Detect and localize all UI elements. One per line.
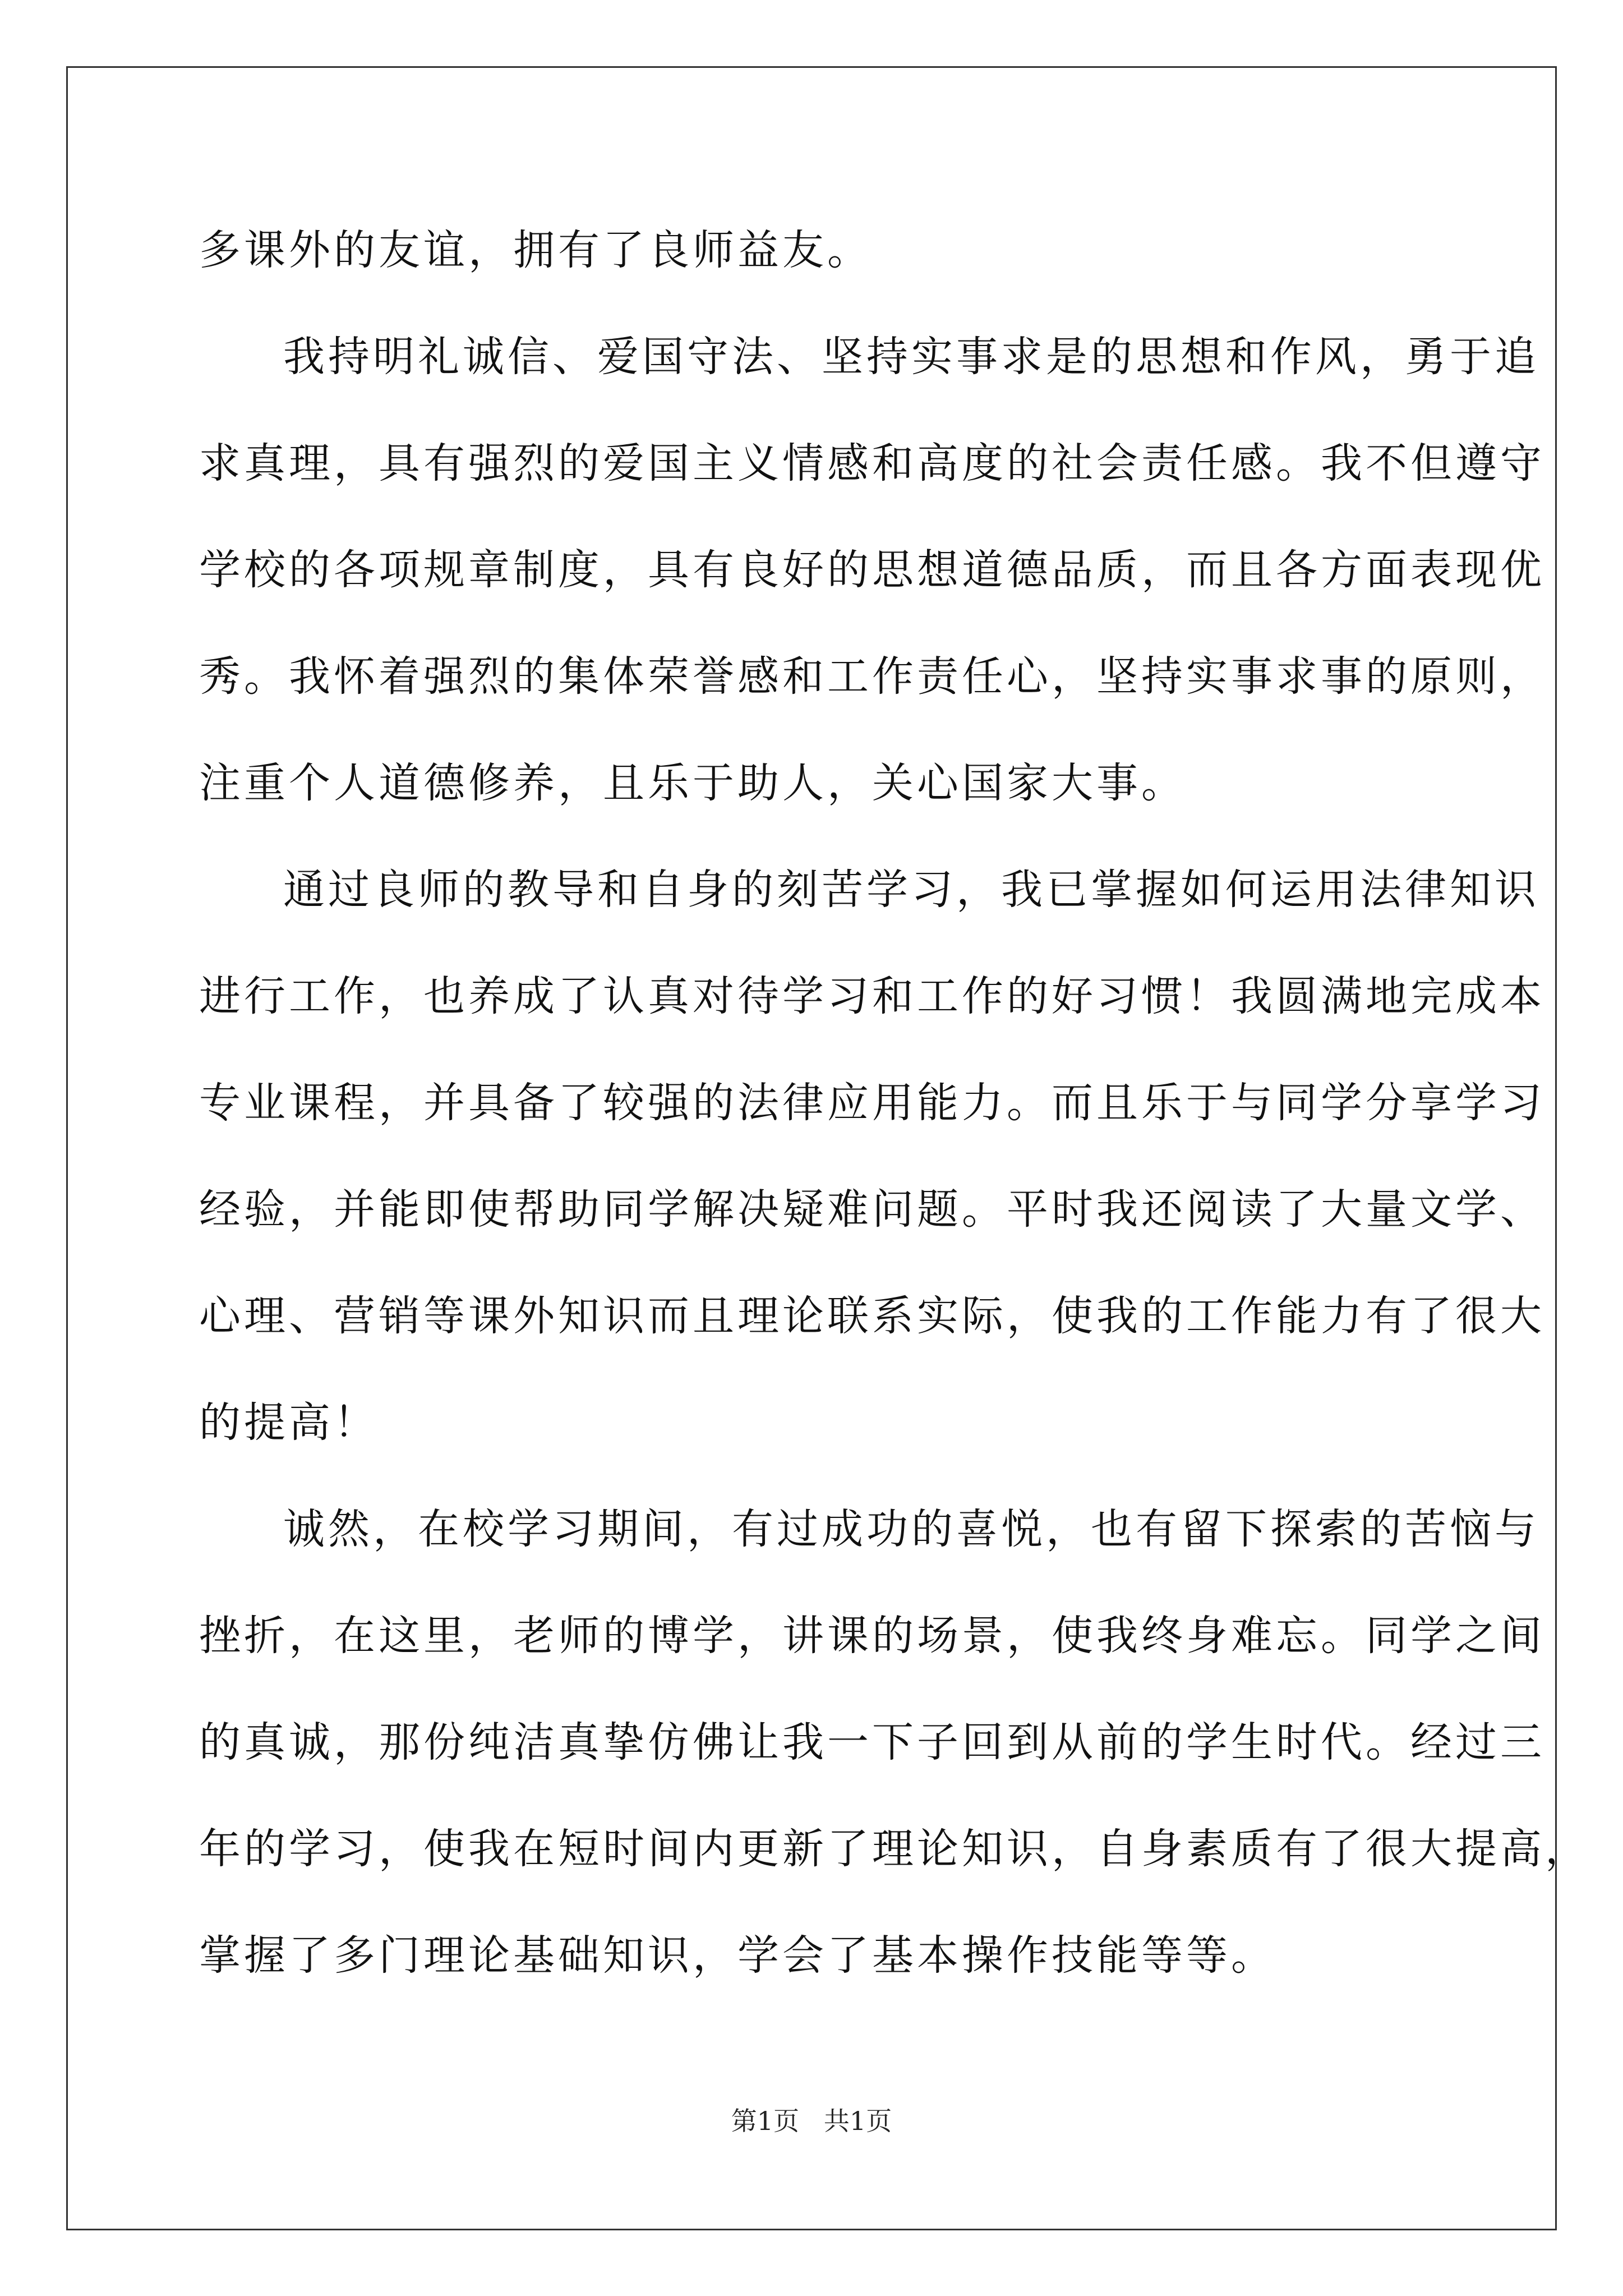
text-line: 进行工作，也养成了认真对待学习和工作的好习惯！我圆满地完成本 xyxy=(199,972,1545,1020)
text-line: 的提高！ xyxy=(199,1398,379,1447)
text-line: 秀。我怀着强烈的集体荣誉感和工作责任心，坚持实事求事的原则， xyxy=(199,652,1545,701)
text-line: 专业课程，并具备了较强的法律应用能力。而且乐于与同学分享学习 xyxy=(199,1079,1545,1127)
text-line: 经验，并能即使帮助同学解决疑难问题。平时我还阅读了大量文学、 xyxy=(199,1185,1545,1234)
text-line: 多课外的友谊，拥有了良师益友。 xyxy=(199,226,872,274)
text-line: 年的学习，使我在短时间内更新了理论知识，自身素质有了很大提高， xyxy=(199,1825,1590,1873)
text-line: 的真诚，那份纯洁真挚仿佛让我一下子回到从前的学生时代。经过三 xyxy=(199,1718,1545,1766)
text-line: 学校的各项规章制度，具有良好的思想道德品质，而且各方面表现优 xyxy=(199,546,1545,594)
paragraph-first-line: 诚然，在校学习期间，有过成功的喜悦，也有留下探索的苦恼与 xyxy=(283,1505,1539,1553)
page-footer: 第1页 共1页 xyxy=(731,2106,892,2136)
text-line: 心理、营销等课外知识而且理论联系实际，使我的工作能力有了很大 xyxy=(199,1292,1545,1340)
text-line: 掌握了多门理论基础知识，学会了基本操作技能等等。 xyxy=(199,1931,1276,1980)
paragraph-first-line: 我持明礼诚信、爱国守法、坚持实事求是的思想和作风，勇于追 xyxy=(283,333,1539,381)
text-line: 注重个人道德修养，且乐于助人，关心国家大事。 xyxy=(199,759,1186,807)
text-line: 挫折，在这里，老师的博学，讲课的场景，使我终身难忘。同学之间 xyxy=(199,1612,1545,1660)
paragraph-first-line: 通过良师的教导和自身的刻苦学习，我已掌握如何运用法律知识 xyxy=(283,866,1539,914)
text-line: 求真理，具有强烈的爱国主义情感和高度的社会责任感。我不但遵守 xyxy=(199,439,1545,487)
document-body xyxy=(199,217,1590,2028)
